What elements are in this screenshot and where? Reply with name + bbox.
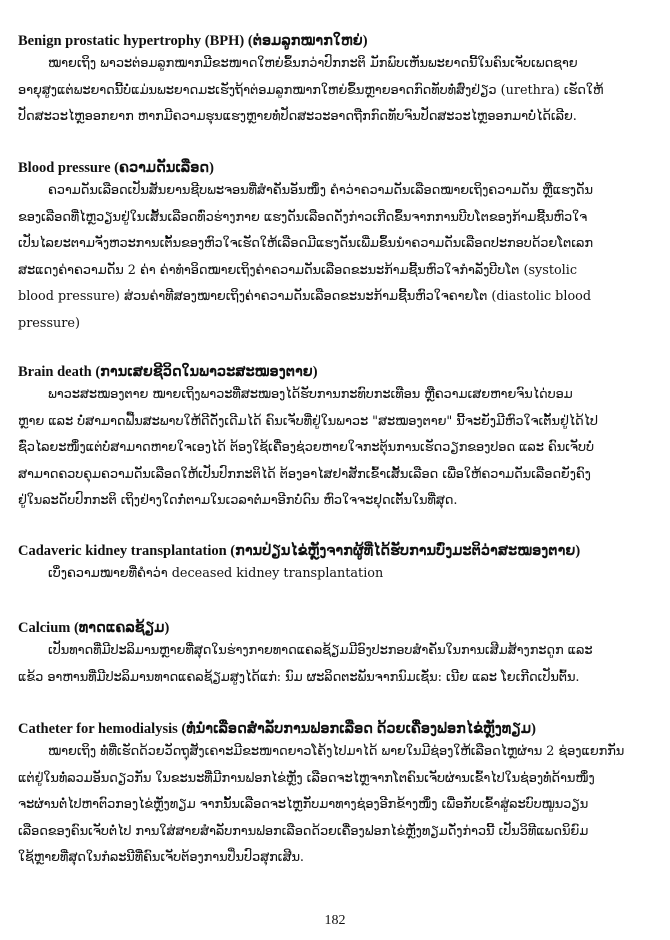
entry-definition xyxy=(18,51,656,131)
entry-definition xyxy=(18,739,656,872)
definition-line: ອາຍຸສູງແຕ່ພະຍາດນີ້ບໍ່ແມ່ນພະຍາດມະເຮັງຖ້າຕ່ອມລູກໝາກໃຫຍ່ຂຶ້ນຫຼາຍອາດກົດທັບທໍ່ສົ່ງຢ່ຽວ (urethra) ເຮັດໃຫ້ xyxy=(18,82,604,98)
page-number: 182 xyxy=(324,913,346,928)
entry-definition xyxy=(18,561,656,588)
definition-line: ຈະຜ່ານຕໍ່ໄປຫາຕົວກອງໄຂ່ຫຼັງທຽມ ຈາກນັ້ນເລືອດຈະໄຫຼກັບມາທາງຊ່ອງອີກຂ້າງໜຶ່ງ ເພື່ອກັບເຂົ້າສູ່ລະບົບໝູນວຽນ xyxy=(18,797,589,812)
entry-catheter-hemodialysis xyxy=(18,719,656,872)
entry-term: Catheter for hemodialysis (ທໍ່ນຳເລືອດສຳລັບການຟອກເລືອດ ດ້ວຍເຄື່ອງຟອກໄຂ່ຫຼັງທຽມ) xyxy=(18,721,536,737)
entry-term: Blood pressure (ຄວາມດັນເລືອດ) xyxy=(18,160,214,176)
definition-line: ເປັນທາດທີ່ມີປະລິມານຫຼາຍທີ່ສຸດໃນຮ່າງກາຍທາດແຄລຊ້ຽມມີອົງປະກອບສຳຄັນໃນການເສີມສ້າງກະດູກ ແລະ xyxy=(48,643,593,658)
entry-term: Brain death (ການເສຍຊີວິດໃນພາວະສະໝອງຕາຍ) xyxy=(18,364,318,380)
entry-definition xyxy=(18,638,656,691)
definition-line: ເລືອດຂອງຄົນເຈັບຕໍ່ໄປ ການໃສ່ສາຍສຳລັບການຟອກເລືອດດ້ວຍເຄື່ອງຟອກໄຂ່ຫຼັງທຽມດັ່ງກ່າວນີ້ ເປັນວິທີແພດນິຍົມ xyxy=(18,823,589,839)
definition-line: ສະແດງຄ່າຄວາມດັນ 2 ຄ່າ ຄ່າທຳອິດໝາຍເຖິງຄ່າຄວາມດັນເລືອດຂະນະກ້າມຊີ້ນຫົວໃຈກຳລັງບີບໂຕ (systolic xyxy=(18,262,578,278)
definition-line: ຢູ່ໃນລະດັບປົກກະຕິ ເຖິງຢ່າງໃດກໍ່ຕາມໃນເວລາຕໍ່ມາອີກບໍ່ດົນ ຫົວໃຈຈະຢຸດເຕັ້ນໃນທີ່ສຸດ. xyxy=(18,493,458,508)
definition-line: ໝາຍເຖິງ ພາວະຕ່ອມລູກໝາກມີຂະໜາດໃຫຍ່ຂຶ້ນກວ່າປົກກະຕິ ມັກພົບເຫັນພະຍາດນີ້ໃນຄົນເຈັບເພດຊາຍ xyxy=(48,56,578,71)
entry-definition xyxy=(18,178,656,337)
definition-line: ຫຼາຍ ແລະ ບໍ່ສາມາດຟື້ນສະພາບໃຫ້ດີດັ່ງເດີມໄດ້ ຄົນເຈັບທີ່ຢູ່ໃນພາວະ "ສະໝອງຕາຍ" ນີ້ຈະຍັງມີຫົວໃຈເຕັ້ນຢູ່ໄດ້ໄປ xyxy=(18,413,598,429)
definition-line: pressure) xyxy=(18,315,80,331)
definition-line: ໃຊ້ຫຼາຍທີ່ສຸດໃນກໍລະນີທີ່ຄົນເຈັບຕ້ອງການປິ່ນປົວສຸກເສີນ. xyxy=(18,850,304,865)
entry-term: Cadaveric kidney transplantation (ການປ່ຽນໄຂ່ຫຼັງຈາກຜູ້ທີ່ໄດ້ຮັບການບົ່ງມະຕິວ່າສະໝອງຕາຍ) xyxy=(18,543,581,559)
entry-brain-death xyxy=(18,362,656,515)
definition-line: ສາມາດຄວບຄຸມຄວາມດັນເລືອດໃຫ້ເປັນປົກກະຕິໄດ້ ຕ້ອງອາໄສຢາສັກເຂົ້າເສັ້ນເລືອດ ເພື່ອໃຫ້ຄວາມດັນເລືອດຍັງຄົງ xyxy=(18,466,591,482)
definition-line: ພາວະສະໝອງຕາຍ ໝາຍເຖິງພາວະທີ່ສະໝອງໄດ້ຮັບການກະທົບກະເທືອນ ຫຼືຄວາມເສຍຫາຍຈົນໄດ່ບອມ xyxy=(48,387,573,402)
definition-line: blood pressure) ສ່ວນຄ່າທີສອງໝາຍເຖິງຄ່າຄວາມດັນເລືອດຂະນະກ້າມຊີ້ນຫົວໃຈຄາຍໂຕ (diastolic blood xyxy=(18,289,592,304)
definition-line: ຂອງເລືອດທີ່ໄຫຼວຽນຢູ່ໃນເສັ້ນເລືອດທົ່ວຮ່າງກາຍ ແຮງດັນເລືອດດັ່ງກ່າວເກີດຂຶ້ນຈາກການບີບໂຕຂອງກ້າມຊີ້ນຫົວໃຈ xyxy=(18,209,588,225)
entry-blood-pressure xyxy=(18,158,656,337)
entry-definition xyxy=(18,382,656,515)
definition-line: ແຕ່ຢູ່ໃນທໍ່ລວມອັນດຽວກັນ ໃນຂະນະທີ່ມີການຟອກໄຂ່ຫຼັງ ເລືອດຈະໄຫຼຈາກໂຕຄົນເຈັບຜ່ານເຂົ້າໄປໃນຊ່ອງທໍ່ດ້ານໜຶ່ງ xyxy=(18,770,595,786)
entry-term: Benign prostatic hypertrophy (BPH) (ຕ່ອມລູກໝາກໃຫຍ່) xyxy=(18,33,368,49)
definition-line: ແຂ້ວ ອາຫານທີ່ມີປະລິມານທາດແຄລຊ້ຽມສູງໄດ້ແກ່: ນົມ ຜະລິດຕະພັນຈາກນົມເຊັ່ນ: ເນີຍ ແລະ ໂຍເກີດເປັນຕົ້ນ. xyxy=(18,669,580,685)
definition-line: ຊົ່ວໄລຍະໜຶ່ງແຕ່ບໍ່ສາມາດຫາຍໃຈເອງໄດ້ ຕ້ອງໃຊ້ເຄື່ອງຊ່ວຍຫາຍໃຈກະຕຸ້ນການເຮັດວຽກຂອງປອດ ແລະ ຄົນເຈັບບໍ່ xyxy=(18,440,594,455)
definition-line: ຄວາມດັນເລືອດເປັນສັນຍານຊີບພະຈອນທີ່ສຳຄັນອັນໜຶ່ງ ຄຳວ່າຄວາມດັນເລືອດໝາຍເຖິງຄວາມດັນ ຫຼືແຮງດັນ xyxy=(48,183,593,198)
entry-cadaveric-kidney xyxy=(18,541,656,588)
entry-calcium xyxy=(18,618,656,691)
entry-bph xyxy=(18,31,656,131)
definition-line: ໝາຍເຖິງ ທໍ່ທີ່ເຮັດດ້ວຍວັດຖຸສັງເຄາະມີຂະໜາດຍາວໂຄ້ງໄປມາໄດ້ ພາຍໃນມີຊ່ອງໃຫ້ເລືອດໄຫຼຜ່ານ 2 ຊ່ອງແຍກກັນ xyxy=(48,744,625,759)
definition-line: ເບິ່ງຄວາມໝາຍທີ່ຄຳວ່າ deceased kidney transplantation xyxy=(48,566,384,581)
definition-line: ເປັນໄລຍະຕາມຈັງຫວະການເຕັ້ນຂອງຫົວໃຈເຮັດໃຫ້ເລືອດມີແຮງດັນເພີ່ມຂຶ້ນນຳຄວາມດັນເລືອດປະກອບດ້ວຍໂຕເລກ xyxy=(18,236,593,251)
entry-term: Calcium (ທາດແຄລຊ້ຽມ) xyxy=(18,620,170,636)
definition-line: ປັດສະວະໄຫຼອອກຍາກ ຫາກມີຄວາມຮຸນແຮງຫຼາຍທໍ່ປັດສະວະອາດຖືກກົດທັບຈົນປັດສະວະໄຫຼອອກມາບໍ່ໄດ້ເລີຍ. xyxy=(18,109,577,124)
